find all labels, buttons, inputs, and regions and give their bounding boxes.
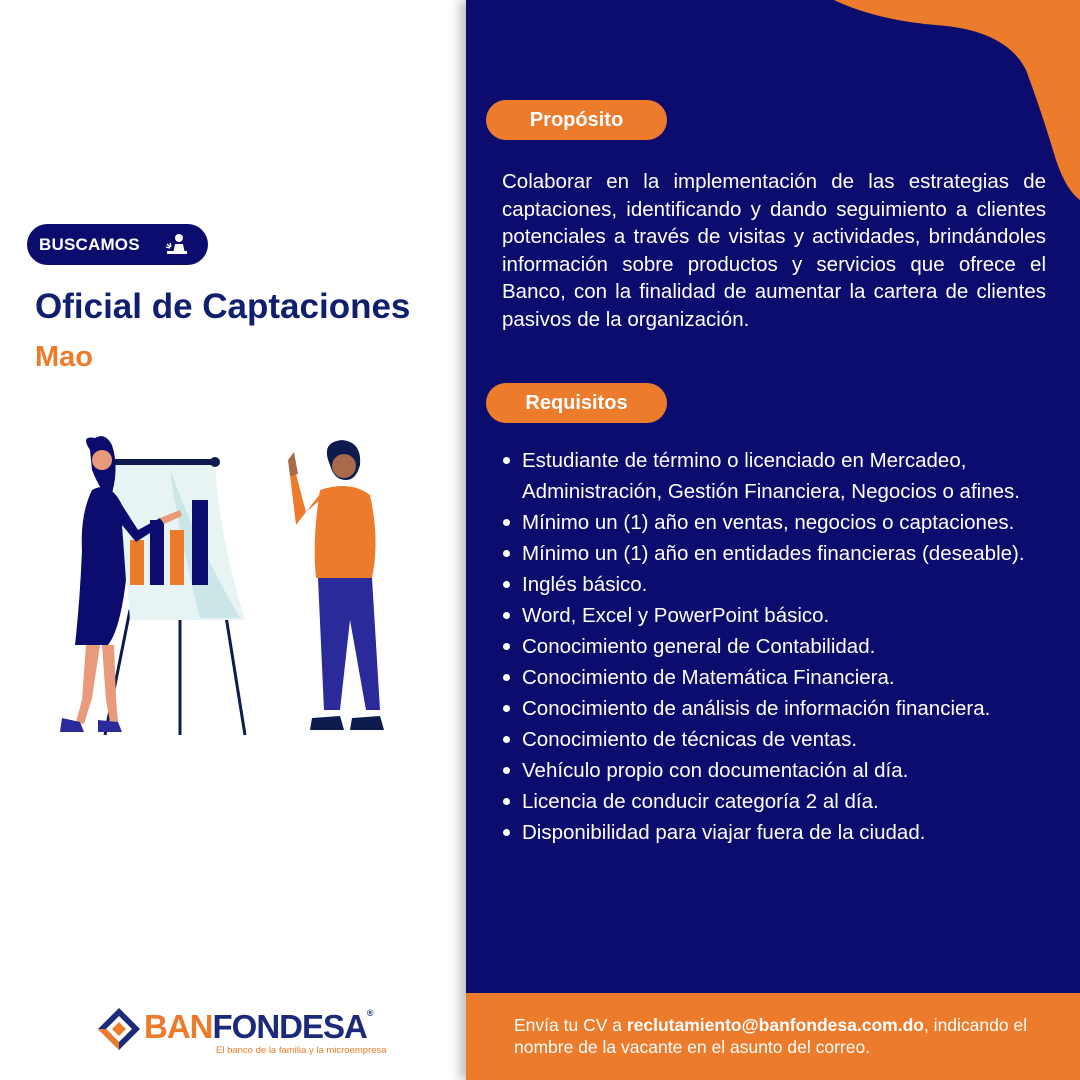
banfondesa-logo-icon: [96, 1006, 142, 1052]
list-item: Mínimo un (1) año en ventas, negocios o captaciones.: [502, 507, 1062, 538]
list-item: Conocimiento de técnicas de ventas.: [502, 724, 1062, 755]
list-item: Conocimiento general de Contabilidad.: [502, 631, 1062, 662]
banfondesa-logo: [96, 1003, 386, 1063]
logo-name-part2: FONDESA: [212, 1008, 367, 1045]
logo-tagline: El banco de la familia y la microempresa: [216, 1045, 387, 1056]
right-panel: [466, 0, 1080, 1080]
list-item: Inglés básico.: [502, 569, 1062, 600]
person-at-desk-icon: [164, 232, 190, 258]
job-title: Oficial de Captaciones: [35, 287, 411, 326]
footer-suffix: , indicando el nombre de la vacante en el asunto del correo.: [514, 1015, 1028, 1057]
footer-email-link[interactable]: reclutamiento@banfondesa.com.do: [626, 1015, 924, 1035]
purpose-text: Colaborar en la implementación de las estrategias de captaciones, identificando y dando seguimiento a clientes potenciales a través de visitas y actividades, brindándoles información sobre productos y servicios que ofrece el Banco, con la finalidad de aumentar la cartera de clientes pasivos de la organización.: [502, 170, 1046, 331]
buscamos-badge: [27, 224, 208, 265]
list-item: Conocimiento de análisis de información financiera.: [502, 693, 1062, 724]
purpose-heading: Propósito: [486, 100, 667, 140]
footer-text: [514, 1014, 1054, 1058]
list-item: Licencia de conducir categoría 2 al día.: [502, 786, 1062, 817]
list-item: Mínimo un (1) año en entidades financieras (deseable).: [502, 538, 1062, 569]
list-item: Conocimiento de Matemática Financiera.: [502, 662, 1062, 693]
logo-registered-mark: ®: [366, 1008, 373, 1018]
list-item: Vehículo propio con documentación al día.: [502, 755, 1062, 786]
footer-prefix: Envía tu CV a: [514, 1015, 627, 1035]
list-item: Word, Excel y PowerPoint básico.: [502, 600, 1062, 631]
requirements-list: [502, 445, 1062, 848]
buscamos-label: BUSCAMOS: [39, 235, 140, 254]
logo-name-part1: BAN: [144, 1008, 213, 1045]
left-panel: [0, 0, 466, 1080]
logo-wordmark: [144, 1008, 372, 1046]
footer-bar: [466, 993, 1080, 1080]
presentation-illustration: [50, 430, 410, 750]
list-item: Disponibilidad para viajar fuera de la ciudad.: [502, 817, 1062, 848]
job-location: Mao: [35, 341, 93, 373]
requirements-heading: Requisitos: [486, 383, 667, 423]
list-item: Estudiante de término o licenciado en Mercadeo, Administración, Gestión Financiera, Negocios o afines.: [502, 445, 1062, 507]
